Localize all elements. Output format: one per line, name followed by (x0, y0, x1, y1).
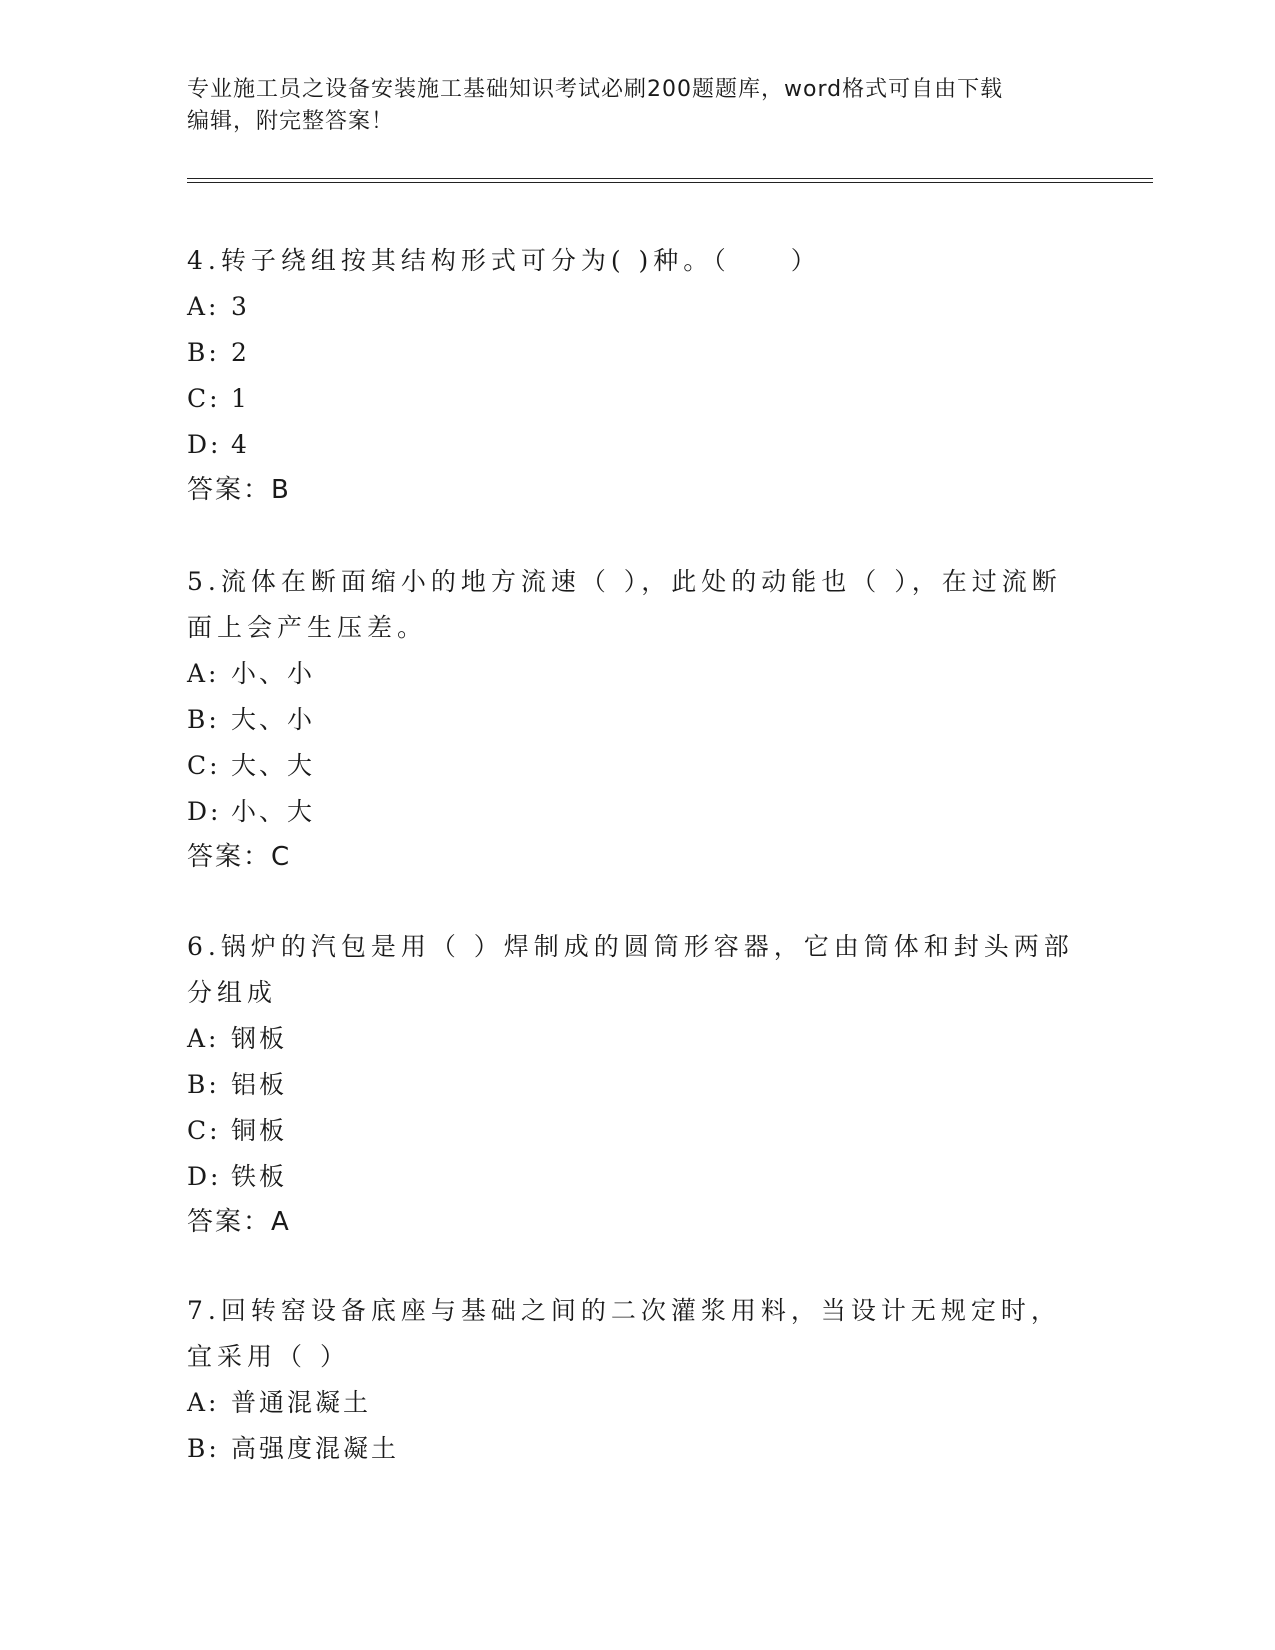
option-a (187, 284, 1087, 330)
option-text: 2 (231, 338, 250, 367)
header-line-2: 编辑，附完整答案！ (187, 109, 395, 134)
option-key: B: (187, 1070, 220, 1099)
option-key: A: (187, 659, 220, 688)
question-7 (187, 1288, 1087, 1472)
option-text: 大、小 (231, 705, 316, 734)
option-text: 铜板 (231, 1116, 288, 1145)
option-key: C: (187, 1116, 221, 1145)
option-key: B: (187, 705, 220, 734)
option-text: 小、大 (231, 797, 316, 826)
option-b (187, 697, 1087, 743)
option-text: 铝板 (231, 1070, 288, 1099)
answer: 答案：A (187, 1207, 291, 1237)
option-key: B: (187, 1434, 220, 1463)
option-key: B: (187, 338, 220, 367)
option-b (187, 330, 1087, 376)
option-d (187, 422, 1087, 468)
question-5 (187, 559, 1087, 879)
option-b (187, 1062, 1087, 1108)
question-stem: 5.流体在断面缩小的地方流速（ ），此处的动能也（ ），在过流断面上会产生压差。 (187, 567, 1062, 642)
question-stem: 6.锅炉的汽包是用（ ）焊制成的圆筒形容器，它由筒体和封头两部分组成 (187, 932, 1074, 1007)
option-key: C: (187, 384, 221, 413)
question-stem: 7.回转窑设备底座与基础之间的二次灌浆用料，当设计无规定时，宜采用（ ） (187, 1296, 1061, 1371)
question-4 (187, 238, 1087, 512)
answer: 答案：C (187, 842, 292, 872)
option-c (187, 743, 1087, 789)
option-text: 高强度混凝土 (231, 1434, 400, 1463)
document-header (187, 74, 1087, 138)
header-divider-bottom (187, 182, 1153, 183)
option-text: 4 (231, 430, 250, 459)
header-divider-top (187, 178, 1153, 179)
question-stem: 4.转子绕组按其结构形式可分为( )种。（ ） (187, 246, 821, 275)
option-text: 大、大 (231, 751, 316, 780)
option-a (187, 1380, 1087, 1426)
option-d (187, 1154, 1087, 1200)
option-a (187, 651, 1087, 697)
option-key: D: (187, 797, 222, 826)
option-text: 小、小 (231, 659, 316, 688)
option-text: 钢板 (231, 1024, 288, 1053)
header-line-1: 专业施工员之设备安装施工基础知识考试必刷200题题库，word格式可自由下载 (187, 77, 1004, 102)
option-key: D: (187, 430, 222, 459)
option-b (187, 1426, 1087, 1472)
option-key: A: (187, 1024, 220, 1053)
option-text: 3 (231, 292, 250, 321)
answer: 答案：B (187, 475, 291, 505)
option-key: C: (187, 751, 221, 780)
option-text: 1 (231, 384, 250, 413)
option-c (187, 1108, 1087, 1154)
option-key: A: (187, 1388, 220, 1417)
option-c (187, 376, 1087, 422)
option-d (187, 789, 1087, 835)
option-a (187, 1016, 1087, 1062)
option-key: D: (187, 1162, 222, 1191)
option-text: 铁板 (231, 1162, 288, 1191)
option-text: 普通混凝土 (231, 1388, 372, 1417)
option-key: A: (187, 292, 220, 321)
question-6 (187, 924, 1087, 1244)
